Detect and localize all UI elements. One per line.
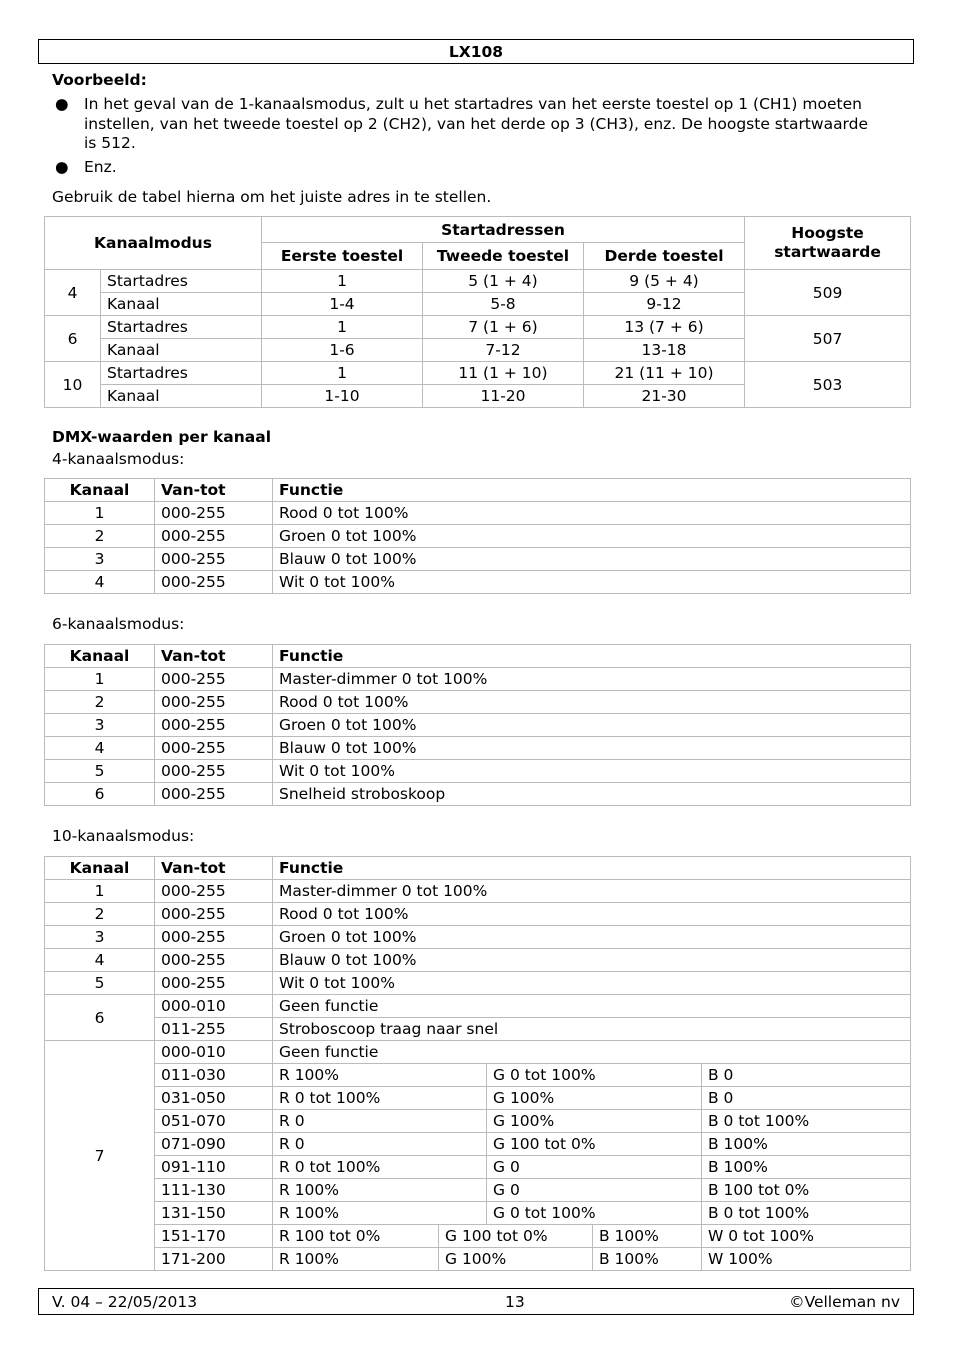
function-cell: Geen functie bbox=[273, 1041, 911, 1064]
address-cell: 21-30 bbox=[584, 385, 745, 408]
range-cell: 091-110 bbox=[155, 1156, 273, 1179]
header-eerste-toestel: Eerste toestel bbox=[262, 243, 423, 270]
header-van-tot: Van-tot bbox=[155, 479, 273, 502]
mode4-label: 4-kanaalsmodus: bbox=[52, 450, 185, 468]
white-value-cell: W 0 tot 100% bbox=[702, 1225, 911, 1248]
row-label: Startadres bbox=[101, 362, 262, 385]
range-cell: 011-030 bbox=[155, 1064, 273, 1087]
red-value-cell: R 100% bbox=[273, 1179, 487, 1202]
bullet-marker: ● bbox=[55, 95, 69, 113]
table-row bbox=[45, 1041, 911, 1064]
range-cell: 000-255 bbox=[155, 525, 273, 548]
header-van-tot: Van-tot bbox=[155, 645, 273, 668]
header-startadressen: Startadressen bbox=[262, 217, 745, 243]
table-row bbox=[45, 1110, 911, 1133]
red-value-cell: R 100% bbox=[273, 1202, 487, 1225]
green-value-cell: G 100 tot 0% bbox=[439, 1225, 593, 1248]
bullet-2-text: Enz. bbox=[84, 158, 117, 176]
range-cell: 111-130 bbox=[155, 1179, 273, 1202]
header-tweede-toestel: Tweede toestel bbox=[423, 243, 584, 270]
range-cell: 000-255 bbox=[155, 760, 273, 783]
table-row bbox=[45, 502, 911, 525]
channel-cell: 3 bbox=[45, 926, 155, 949]
range-cell: 171-200 bbox=[155, 1248, 273, 1271]
range-cell: 000-010 bbox=[155, 1041, 273, 1064]
header-kanaalmodus: Kanaalmodus bbox=[45, 217, 262, 270]
address-cell: 5 (1 + 4) bbox=[423, 270, 584, 293]
example-heading: Voorbeeld: bbox=[52, 71, 147, 89]
channel-cell: 3 bbox=[45, 714, 155, 737]
range-cell: 000-255 bbox=[155, 903, 273, 926]
red-value-cell: R 0 tot 100% bbox=[273, 1156, 487, 1179]
table-row bbox=[45, 926, 911, 949]
table-row bbox=[45, 1179, 911, 1202]
address-cell: 1-6 bbox=[262, 339, 423, 362]
range-cell: 000-255 bbox=[155, 691, 273, 714]
table-header-row bbox=[45, 857, 911, 880]
table-row bbox=[45, 548, 911, 571]
header-max-line: startwaarde bbox=[774, 243, 881, 261]
bullet-1-line: In het geval van de 1-kanaalsmodus, zult u het startadres van het eerste toestel op 1 (CH1) moeten bbox=[84, 95, 862, 113]
address-cell: 21 (11 + 10) bbox=[584, 362, 745, 385]
function-cell: Blauw 0 tot 100% bbox=[273, 949, 911, 972]
header-derde-toestel: Derde toestel bbox=[584, 243, 745, 270]
channel-cell: 2 bbox=[45, 903, 155, 926]
mode10-label: 10-kanaalsmodus: bbox=[52, 827, 195, 845]
mode-cell: 4 bbox=[45, 270, 101, 316]
address-cell: 9 (5 + 4) bbox=[584, 270, 745, 293]
table-row bbox=[45, 668, 911, 691]
address-cell: 5-8 bbox=[423, 293, 584, 316]
address-cell: 7 (1 + 6) bbox=[423, 316, 584, 339]
range-cell: 000-255 bbox=[155, 972, 273, 995]
header-functie: Functie bbox=[273, 645, 911, 668]
channel-cell: 4 bbox=[45, 737, 155, 760]
table-row bbox=[45, 714, 911, 737]
function-cell: Wit 0 tot 100% bbox=[273, 972, 911, 995]
header-functie: Functie bbox=[273, 479, 911, 502]
table-row bbox=[45, 1225, 911, 1248]
row-label: Startadres bbox=[101, 316, 262, 339]
header-kanaal: Kanaal bbox=[45, 857, 155, 880]
blue-value-cell: B 100% bbox=[702, 1133, 911, 1156]
footer-page-number: 13 bbox=[505, 1293, 525, 1311]
bullet-1-text bbox=[84, 95, 904, 154]
footer-version: V. 04 – 22/05/2013 bbox=[52, 1293, 198, 1311]
row-label: Kanaal bbox=[101, 339, 262, 362]
range-cell: 000-255 bbox=[155, 926, 273, 949]
blue-value-cell: B 0 tot 100% bbox=[702, 1202, 911, 1225]
table-row bbox=[45, 1064, 911, 1087]
header-van-tot: Van-tot bbox=[155, 857, 273, 880]
green-value-cell: G 100% bbox=[487, 1087, 702, 1110]
function-cell: Snelheid stroboskoop bbox=[273, 783, 911, 806]
table-row bbox=[45, 783, 911, 806]
function-cell: Geen functie bbox=[273, 995, 911, 1018]
function-cell: Stroboscoop traag naar snel bbox=[273, 1018, 911, 1041]
address-cell: 1 bbox=[262, 362, 423, 385]
row-label: Kanaal bbox=[101, 293, 262, 316]
channel-cell: 5 bbox=[45, 760, 155, 783]
table-row bbox=[45, 270, 911, 293]
function-cell: Groen 0 tot 100% bbox=[273, 926, 911, 949]
blue-value-cell: B 0 bbox=[702, 1087, 911, 1110]
table-row bbox=[45, 316, 911, 339]
channel-cell: 6 bbox=[45, 783, 155, 806]
function-cell: Rood 0 tot 100% bbox=[273, 502, 911, 525]
table-row bbox=[45, 949, 911, 972]
range-cell: 000-255 bbox=[155, 502, 273, 525]
table-row bbox=[45, 760, 911, 783]
bullet-1-line: is 512. bbox=[84, 134, 136, 152]
green-value-cell: G 0 bbox=[487, 1179, 702, 1202]
channel-cell: 4 bbox=[45, 571, 155, 594]
channel-cell: 5 bbox=[45, 972, 155, 995]
header-max-line: Hoogste bbox=[791, 224, 864, 242]
table-row bbox=[45, 1133, 911, 1156]
function-cell: Rood 0 tot 100% bbox=[273, 903, 911, 926]
channel-cell: 1 bbox=[45, 880, 155, 903]
table-row bbox=[45, 972, 911, 995]
max-start-cell: 503 bbox=[745, 362, 911, 408]
channel-cell: 2 bbox=[45, 691, 155, 714]
table-row bbox=[45, 737, 911, 760]
address-cell: 7-12 bbox=[423, 339, 584, 362]
dmx-heading: DMX-waarden per kanaal bbox=[52, 428, 272, 446]
green-value-cell: G 0 bbox=[487, 1156, 702, 1179]
function-cell: Groen 0 tot 100% bbox=[273, 714, 911, 737]
green-value-cell: G 0 tot 100% bbox=[487, 1202, 702, 1225]
model-name: LX108 bbox=[448, 43, 504, 61]
white-value-cell: W 100% bbox=[702, 1248, 911, 1271]
range-cell: 051-070 bbox=[155, 1110, 273, 1133]
red-value-cell: R 100% bbox=[273, 1064, 487, 1087]
table-row bbox=[45, 691, 911, 714]
function-cell: Rood 0 tot 100% bbox=[273, 691, 911, 714]
function-cell: Wit 0 tot 100% bbox=[273, 571, 911, 594]
header-kanaal: Kanaal bbox=[45, 645, 155, 668]
red-value-cell: R 100% bbox=[273, 1248, 439, 1271]
mode-cell: 6 bbox=[45, 316, 101, 362]
function-cell: Wit 0 tot 100% bbox=[273, 760, 911, 783]
function-cell: Master-dimmer 0 tot 100% bbox=[273, 668, 911, 691]
blue-value-cell: B 100 tot 0% bbox=[702, 1179, 911, 1202]
address-cell: 1 bbox=[262, 270, 423, 293]
max-start-cell: 507 bbox=[745, 316, 911, 362]
range-cell: 000-255 bbox=[155, 880, 273, 903]
channel-cell: 2 bbox=[45, 525, 155, 548]
document-footer bbox=[38, 1288, 914, 1315]
address-cell: 1-10 bbox=[262, 385, 423, 408]
table-row bbox=[45, 1248, 911, 1271]
channel-cell: 4 bbox=[45, 949, 155, 972]
channel-cell: 3 bbox=[45, 548, 155, 571]
channel-cell: 6 bbox=[45, 995, 155, 1041]
table-row bbox=[45, 571, 911, 594]
range-cell: 151-170 bbox=[155, 1225, 273, 1248]
range-cell: 000-255 bbox=[155, 737, 273, 760]
table-row bbox=[45, 995, 911, 1018]
channel-cell: 1 bbox=[45, 668, 155, 691]
green-value-cell: G 100% bbox=[487, 1110, 702, 1133]
address-cell: 1 bbox=[262, 316, 423, 339]
mode-cell: 10 bbox=[45, 362, 101, 408]
row-label: Startadres bbox=[101, 270, 262, 293]
address-table bbox=[44, 216, 911, 408]
dmx-table-10ch bbox=[44, 856, 911, 1271]
red-value-cell: R 0 tot 100% bbox=[273, 1087, 487, 1110]
dmx-table-6ch bbox=[44, 644, 911, 806]
range-cell: 000-255 bbox=[155, 571, 273, 594]
table-header-row bbox=[45, 645, 911, 668]
header-kanaal: Kanaal bbox=[45, 479, 155, 502]
header-functie: Functie bbox=[273, 857, 911, 880]
table-row bbox=[45, 1156, 911, 1179]
red-value-cell: R 100 tot 0% bbox=[273, 1225, 439, 1248]
red-value-cell: R 0 bbox=[273, 1110, 487, 1133]
row-label: Kanaal bbox=[101, 385, 262, 408]
range-cell: 011-255 bbox=[155, 1018, 273, 1041]
range-cell: 131-150 bbox=[155, 1202, 273, 1225]
table-row bbox=[45, 1202, 911, 1225]
function-cell: Groen 0 tot 100% bbox=[273, 525, 911, 548]
range-cell: 000-255 bbox=[155, 949, 273, 972]
function-cell: Master-dimmer 0 tot 100% bbox=[273, 880, 911, 903]
blue-value-cell: B 0 tot 100% bbox=[702, 1110, 911, 1133]
max-start-cell: 509 bbox=[745, 270, 911, 316]
blue-value-cell: B 100% bbox=[593, 1225, 702, 1248]
table-row bbox=[45, 880, 911, 903]
table-row bbox=[45, 362, 911, 385]
table-header-row bbox=[45, 479, 911, 502]
address-cell: 11 (1 + 10) bbox=[423, 362, 584, 385]
address-cell: 9-12 bbox=[584, 293, 745, 316]
address-cell: 13 (7 + 6) bbox=[584, 316, 745, 339]
mode6-label: 6-kanaalsmodus: bbox=[52, 615, 185, 633]
red-value-cell: R 0 bbox=[273, 1133, 487, 1156]
dmx-table-4ch bbox=[44, 478, 911, 594]
function-cell: Blauw 0 tot 100% bbox=[273, 548, 911, 571]
channel-cell: 7 bbox=[45, 1041, 155, 1271]
table-row bbox=[45, 1018, 911, 1041]
table-row bbox=[45, 525, 911, 548]
footer-copyright: ©Velleman nv bbox=[789, 1293, 900, 1311]
address-cell: 11-20 bbox=[423, 385, 584, 408]
function-cell: Blauw 0 tot 100% bbox=[273, 737, 911, 760]
blue-value-cell: B 100% bbox=[593, 1248, 702, 1271]
range-cell: 000-010 bbox=[155, 995, 273, 1018]
blue-value-cell: B 0 bbox=[702, 1064, 911, 1087]
range-cell: 071-090 bbox=[155, 1133, 273, 1156]
table-row bbox=[45, 1087, 911, 1110]
header-hoogste-startwaarde bbox=[745, 217, 911, 270]
bullet-1-line: instellen, van het tweede toestel op 2 (CH2), van het derde op 3 (CH3), enz. De hoogste startwaarde bbox=[84, 114, 869, 133]
green-value-cell: G 100% bbox=[439, 1248, 593, 1271]
range-cell: 031-050 bbox=[155, 1087, 273, 1110]
channel-cell: 1 bbox=[45, 502, 155, 525]
blue-value-cell: B 100% bbox=[702, 1156, 911, 1179]
range-cell: 000-255 bbox=[155, 714, 273, 737]
bullet-marker: ● bbox=[55, 158, 69, 176]
range-cell: 000-255 bbox=[155, 783, 273, 806]
green-value-cell: G 100 tot 0% bbox=[487, 1133, 702, 1156]
range-cell: 000-255 bbox=[155, 668, 273, 691]
green-value-cell: G 0 tot 100% bbox=[487, 1064, 702, 1087]
range-cell: 000-255 bbox=[155, 548, 273, 571]
table-row bbox=[45, 903, 911, 926]
table-intro: Gebruik de tabel hierna om het juiste adres in te stellen. bbox=[52, 188, 492, 206]
document-header bbox=[38, 39, 914, 64]
address-cell: 1-4 bbox=[262, 293, 423, 316]
address-cell: 13-18 bbox=[584, 339, 745, 362]
